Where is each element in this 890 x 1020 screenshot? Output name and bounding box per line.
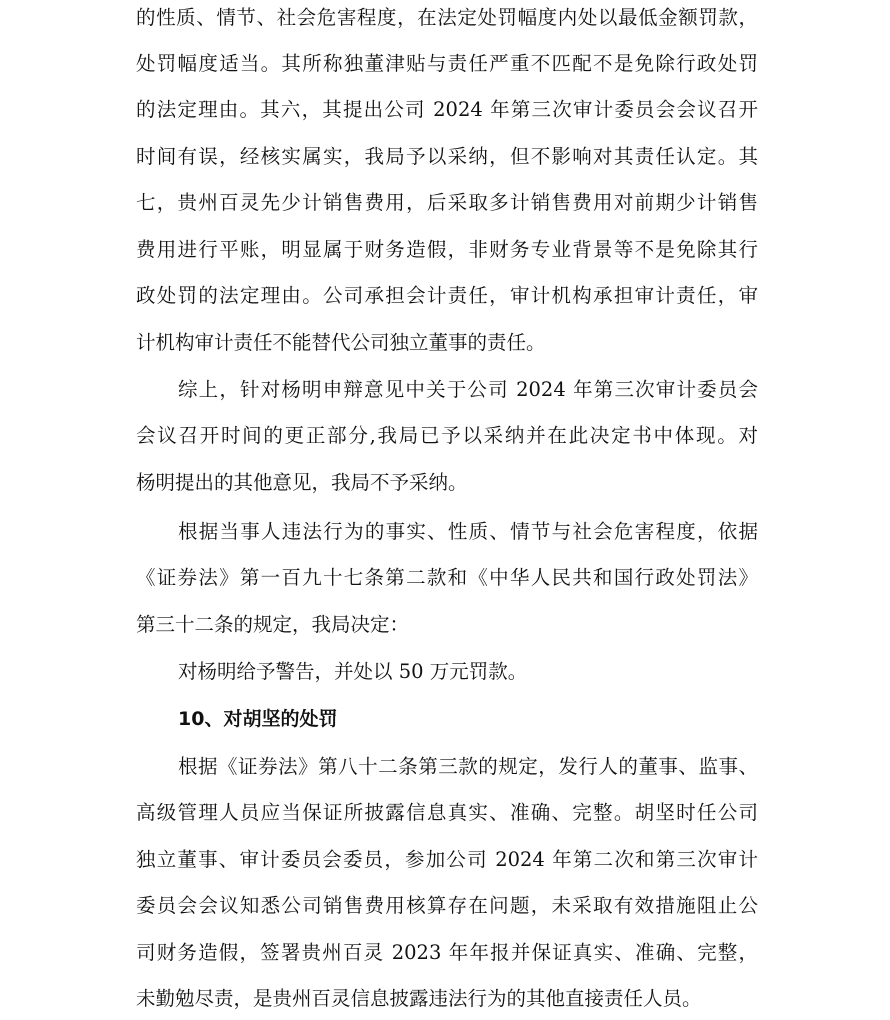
text-line: 司财务造假，签署贵州百灵 2023 年年报并保证真实、准确、完整， bbox=[136, 941, 758, 964]
text-line: 杨明提出的其他意见，我局不予采纳。 bbox=[136, 471, 468, 494]
text-line: 《证券法》第一百九十七条第二款和《中华人民共和国行政处罚法》 bbox=[136, 566, 758, 589]
paragraph-first-line: 根据《证券法》第八十二条第三款的规定，发行人的董事、监事、 bbox=[178, 755, 758, 778]
text-line: 独立董事、审计委员会委员，参加公司 2024 年第二次和第三次审计 bbox=[136, 848, 758, 871]
text-line: 高级管理人员应当保证所披露信息真实、准确、完整。胡坚时任公司 bbox=[136, 801, 758, 824]
text-line: 的法定理由。其六，其提出公司 2024 年第三次审计委员会会议召开 bbox=[136, 98, 758, 121]
text-line: 政处罚的法定理由。公司承担会计责任，审计机构承担审计责任，审 bbox=[136, 284, 758, 307]
text-line: 处罚幅度适当。其所称独董津贴与责任严重不匹配不是免除行政处罚 bbox=[136, 52, 758, 75]
text-line: 会议召开时间的更正部分,我局已予以采纳并在此决定书中体现。对 bbox=[136, 424, 758, 447]
paragraph-first-line: 综上，针对杨明申辩意见中关于公司 2024 年第三次审计委员会 bbox=[178, 378, 758, 401]
text-line: 未勤勉尽责，是贵州百灵信息披露违法行为的其他直接责任人员。 bbox=[136, 987, 702, 1010]
decision-line: 对杨明给予警告，并处以 50 万元罚款。 bbox=[178, 660, 528, 683]
text-line: 七，贵州百灵先少计销售费用，后采取多计销售费用对前期少计销售 bbox=[136, 191, 758, 214]
text-line: 费用进行平账，明显属于财务造假，非财务专业背景等不是免除其行 bbox=[136, 238, 758, 261]
paragraph-first-line: 根据当事人违法行为的事实、性质、情节与社会危害程度，依据 bbox=[178, 520, 758, 543]
text-line: 的性质、情节、社会危害程度，在法定处罚幅度内处以最低金额罚款， bbox=[136, 6, 758, 29]
section-heading: 10、对胡坚的处罚 bbox=[178, 708, 338, 730]
text-line: 时间有误，经核实属实，我局予以采纳，但不影响对其责任认定。其 bbox=[136, 145, 758, 168]
text-line: 委员会会议知悉公司销售费用核算存在问题，未采取有效措施阻止公 bbox=[136, 894, 758, 917]
text-line: 计机构审计责任不能替代公司独立董事的责任。 bbox=[136, 331, 546, 354]
text-line: 第三十二条的规定，我局决定： bbox=[136, 613, 410, 636]
